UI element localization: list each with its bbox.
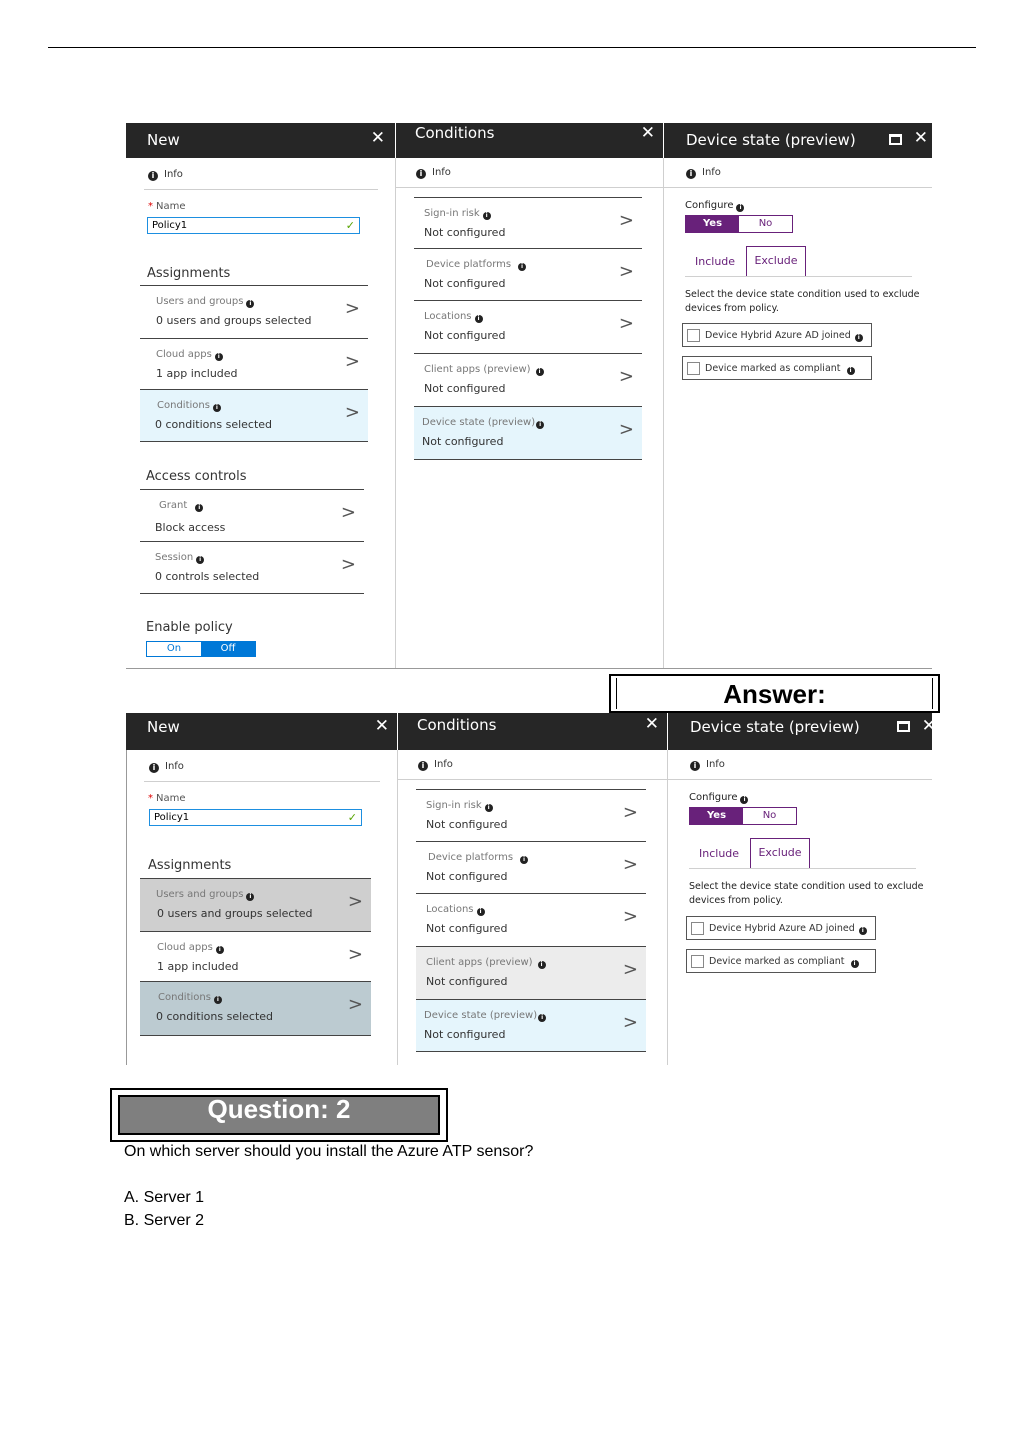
users-and-groups-row[interactable]: Users and groups i 0 users and groups selected >: [140, 878, 371, 931]
info-icon: i: [518, 263, 526, 271]
info-link[interactable]: i Info: [690, 759, 725, 771]
info-icon: i: [195, 504, 203, 512]
tab-exclude[interactable]: Exclude: [746, 246, 806, 277]
new-blade-header: [126, 713, 397, 750]
info-icon: i: [483, 212, 491, 220]
locations-row[interactable]: Locations i Not configured >: [416, 893, 646, 946]
device-state-blade-header: [664, 123, 932, 158]
info-icon: i: [216, 946, 224, 954]
device-state-row[interactable]: Device state (preview) i Not configured >: [414, 406, 642, 460]
new-blade: [126, 123, 395, 668]
users-and-groups-row[interactable]: Users and groups i 0 users and groups selected >: [140, 285, 368, 338]
screenshot-bottom-line: [126, 668, 932, 669]
info-icon: i: [536, 421, 544, 429]
yes-option[interactable]: Yes: [686, 216, 739, 232]
info-icon: i: [149, 763, 159, 773]
device-state-blade: [668, 713, 936, 1065]
info-icon: i: [196, 556, 204, 564]
conditions-row[interactable]: Conditions i 0 conditions selected >: [140, 389, 368, 442]
chevron-right-icon: >: [340, 554, 356, 575]
device-platforms-row[interactable]: Device platforms i Not configured >: [416, 841, 646, 893]
info-icon: i: [538, 961, 546, 969]
conditions-blade: [396, 123, 663, 668]
answer-label-box: [609, 674, 940, 713]
question-label-box: [110, 1088, 448, 1142]
chevron-right-icon: >: [622, 1012, 638, 1033]
close-icon[interactable]: ✕: [640, 123, 655, 143]
locations-row[interactable]: Locations i Not configured >: [414, 300, 642, 353]
blade-title: Device state (preview): [686, 131, 856, 149]
info-icon: i: [214, 996, 222, 1004]
exclude-description: Select the device state condition used to exclude devices from policy.: [689, 881, 924, 906]
maximize-icon[interactable]: [889, 134, 902, 145]
configure-toggle[interactable]: [689, 807, 797, 825]
chevron-right-icon: >: [347, 891, 363, 912]
yes-option[interactable]: Yes: [690, 808, 743, 824]
toggle-off-option[interactable]: Off: [201, 642, 255, 656]
client-apps-row[interactable]: Client apps (preview) i Not configured >: [414, 353, 642, 406]
answer-label: Answer:: [723, 679, 826, 709]
maximize-icon[interactable]: [897, 721, 910, 732]
question-text: On which server should you install the Azure ATP sensor?: [124, 1143, 534, 1160]
info-icon: i: [851, 960, 859, 968]
close-icon[interactable]: ✕: [374, 716, 389, 736]
close-icon[interactable]: ✕: [644, 714, 659, 734]
info-link[interactable]: i Info: [418, 759, 453, 771]
assignments-heading: Assignments: [147, 266, 231, 281]
option-b: B. Server 2: [124, 1212, 205, 1229]
top-rule: [48, 47, 976, 48]
cloud-apps-row[interactable]: Cloud apps i 1 app included >: [140, 338, 368, 390]
tab-include[interactable]: Include: [695, 255, 736, 268]
new-blade: [126, 713, 397, 1065]
close-icon[interactable]: ✕: [921, 716, 936, 736]
checkmark-icon: ✓: [345, 219, 355, 232]
info-icon: i: [475, 315, 483, 323]
blade-title: Conditions: [417, 716, 497, 734]
name-label: * Name: [148, 793, 186, 804]
hybrid-azure-ad-checkbox[interactable]: Device Hybrid Azure AD joined i: [686, 916, 876, 940]
chevron-right-icon: >: [347, 944, 363, 965]
sign-in-risk-row[interactable]: Sign-in risk i Not configured >: [416, 789, 646, 841]
blade-title: Conditions: [415, 124, 495, 142]
chevron-right-icon: >: [618, 419, 634, 440]
configure-label: Configure i: [689, 792, 748, 804]
tab-underline: [689, 868, 916, 869]
blade-title: New: [147, 131, 180, 149]
info-link[interactable]: i Info: [148, 169, 183, 181]
cloud-apps-row[interactable]: Cloud apps i 1 app included >: [140, 931, 371, 981]
conditions-blade-header: [396, 123, 663, 158]
device-state-blade: [664, 123, 932, 668]
info-icon: i: [485, 804, 493, 812]
exclude-description: Select the device state condition used to exclude devices from policy.: [685, 289, 920, 314]
divider: [144, 781, 380, 782]
compliant-checkbox[interactable]: Device marked as compliant i: [682, 356, 872, 380]
divider: [144, 189, 378, 190]
name-field[interactable]: Policy1 ✓: [149, 809, 362, 826]
chevron-right-icon: >: [622, 802, 638, 823]
toggle-on-option[interactable]: On: [147, 642, 201, 656]
blade-title: New: [147, 718, 180, 736]
enable-policy-heading: Enable policy: [146, 620, 233, 635]
close-icon[interactable]: ✕: [370, 128, 385, 148]
checkmark-icon: ✓: [347, 811, 357, 824]
info-icon: i: [740, 796, 748, 804]
chevron-right-icon: >: [347, 994, 363, 1015]
conditions-row[interactable]: Conditions i 0 conditions selected >: [140, 981, 371, 1036]
device-state-row[interactable]: Device state (preview) i Not configured >: [416, 999, 646, 1052]
info-icon: i: [148, 171, 158, 181]
divider: [668, 779, 932, 780]
hybrid-azure-ad-checkbox[interactable]: Device Hybrid Azure AD joined i: [682, 323, 872, 347]
info-icon: i: [520, 856, 528, 864]
chevron-right-icon: >: [618, 366, 634, 387]
info-icon: i: [213, 404, 221, 412]
divider: [664, 187, 932, 188]
chevron-right-icon: >: [622, 906, 638, 927]
chevron-right-icon: >: [618, 261, 634, 282]
info-link[interactable]: i Info: [686, 167, 721, 179]
tab-include[interactable]: Include: [699, 847, 740, 860]
assignments-heading: Assignments: [148, 858, 232, 873]
info-icon: i: [536, 368, 544, 376]
divider: [396, 187, 663, 188]
tab-underline: [685, 276, 912, 277]
device-state-blade-header: [668, 713, 936, 750]
chevron-right-icon: >: [622, 854, 638, 875]
no-option[interactable]: No: [739, 216, 792, 232]
divider: [126, 750, 127, 1065]
session-row[interactable]: Session i 0 controls selected >: [140, 541, 364, 594]
close-icon[interactable]: ✕: [913, 128, 928, 148]
question-screenshot: [126, 123, 932, 668]
answer-screenshot: [126, 713, 936, 1065]
access-controls-heading: Access controls: [146, 469, 247, 484]
new-blade-header: [126, 123, 395, 158]
info-icon: i: [477, 908, 485, 916]
chevron-right-icon: >: [622, 959, 638, 980]
blade-title: Device state (preview): [690, 718, 860, 736]
info-icon: i: [859, 927, 867, 935]
info-icon: i: [690, 761, 700, 771]
info-link[interactable]: i Info: [149, 761, 184, 773]
chevron-right-icon: >: [340, 502, 356, 523]
info-link[interactable]: i Info: [416, 167, 451, 179]
chevron-right-icon: >: [344, 351, 360, 372]
question-label: Question: 2: [207, 1094, 351, 1124]
tab-exclude[interactable]: Exclude: [750, 838, 810, 869]
conditions-blade: [398, 713, 667, 1065]
grant-row[interactable]: Grant i Block access >: [140, 489, 364, 542]
compliant-checkbox[interactable]: Device marked as compliant i: [686, 949, 876, 973]
info-icon: i: [847, 367, 855, 375]
device-platforms-row[interactable]: Device platforms i Not configured >: [414, 248, 642, 300]
conditions-blade-header: [398, 713, 667, 750]
info-icon: i: [246, 893, 254, 901]
divider: [398, 779, 667, 780]
info-icon: i: [416, 169, 426, 179]
info-icon: i: [686, 169, 696, 179]
name-field[interactable]: Policy1 ✓: [147, 217, 360, 234]
sign-in-risk-row[interactable]: Sign-in risk i Not configured >: [414, 197, 642, 249]
chevron-right-icon: >: [618, 313, 634, 334]
info-icon: i: [538, 1014, 546, 1022]
info-icon: i: [246, 300, 254, 308]
client-apps-row[interactable]: Client apps (preview) i Not configured >: [416, 946, 646, 999]
chevron-right-icon: >: [344, 402, 360, 423]
enable-policy-toggle[interactable]: [146, 641, 256, 657]
chevron-right-icon: >: [618, 210, 634, 231]
info-icon: i: [215, 353, 223, 361]
option-a: A. Server 1: [124, 1189, 205, 1206]
info-icon: i: [418, 761, 428, 771]
no-option[interactable]: No: [743, 808, 796, 824]
name-label: * Name: [148, 201, 186, 212]
configure-label: Configure i: [685, 200, 744, 212]
info-icon: i: [855, 334, 863, 342]
configure-toggle[interactable]: [685, 215, 793, 233]
chevron-right-icon: >: [344, 298, 360, 319]
info-icon: i: [736, 204, 744, 212]
